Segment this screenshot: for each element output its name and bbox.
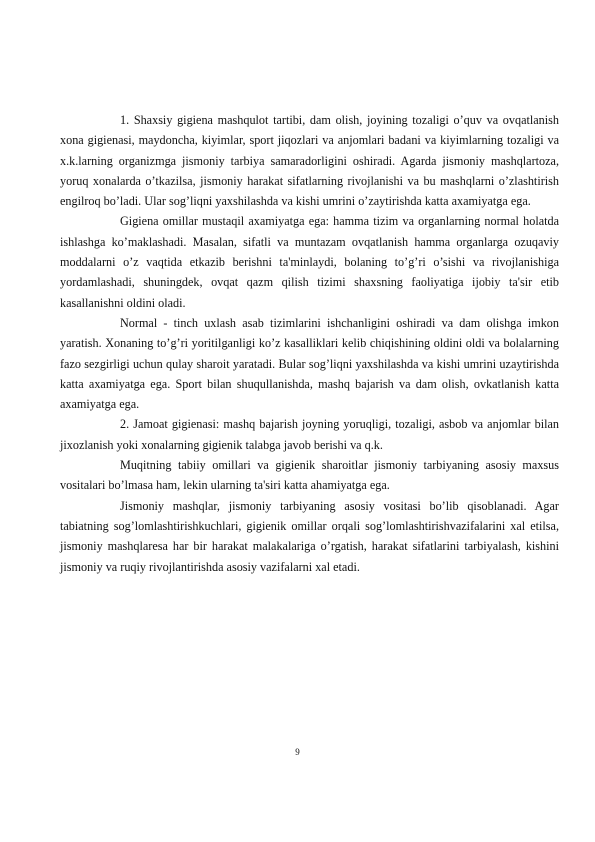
paragraph-6: Jismoniy mashqlar, jismoniy tarbiyaning asosiy vositasi bo’lib qisoblanadi. Agar tabiatning sog’lomlashtirishkuchlari, gigienik omillar orqali sog’lomlashtirishvazifalarini xal etilsa, jismoniy mashqlaresa har bir harakat malakalariga o’rgatish, harakat sifatlarini tarbiyalash, kishini jismoniy va ruqiy rivojlantirishda asosiy vazifalarni xal etadi. (60, 498, 559, 574)
paragraph-1: 1. Shaxsiy gigiena mashqulot tartibi, dam olish, joyining tozaligi o’quv va ovqatlanish xona gigienasi, maydoncha, kiyimlar, sport jiqozlari va anjomlari badani va kiyimlarning tozaligi va x.k.larning organizmga jismoniy tarbiya samaradorligini oshiradi. Agarda jismoniy mashqlartoza, yoruq xonalarda o’tkazilsa, jismoniy harakat sifatlarning rivojlanishi va bu mashqlarni o’zlashtirish engilroq bo’ladi. Ular sog’liqni yaxshilashda va kishi umrini o’zaytirishda katta axamiyatga ega. (60, 113, 559, 209)
paragraph-4: 2. Jamoat gigienasi: mashq bajarish joyning yoruqligi, tozaligi, asbob va anjomlar bilan jixozlanish yoki xonalarning gigienik talabga javob berishi va q.k. (60, 417, 559, 452)
paragraph-5: Muqitning tabiiy omillari va gigienik sharoitlar jismoniy tarbiyaning asosiy maxsus vositalari bo’lmasa ham, lekin ularning ta'siri katta ahamiyatga ega. (60, 458, 559, 493)
paragraph-2: Gigiena omillar mustaqil axamiyatga ega: hamma tizim va organlarning normal holatda ishlashga ko’maklashadi. Masalan, sifatli va muntazam ovqatlanish hamma organlarga ozuqaviy moddalarni o’z vaqtida etkazib berishni ta'minlaydi, bolaning to’g’ri o’sishi va rivojlanishiga yordamlashadi, shuningdek, ovqat qazm qilish tizimi shaxsning faoliyatiga ijobiy ta'sir etib kasallanishni oldini oladi. (60, 214, 559, 310)
document-body (60, 110, 559, 577)
paragraph-3: Normal - tinch uxlash asab tizimlarini ishchanligini oshiradi va dam olishga imkon yaratish. Xonaning to’g’ri yoritilganligi ko’z kasalliklari kelib chiqishining oldini oldi va bolalarning fazo sezgirligi uchun qulay sharoit yaratadi. Bular sog’liqni yaxshilashda va kishi umrini uzaytirishda katta axamiyatga ega. Sport bilan shuqullanishda, mashq bajarish va dam olish, ovkatlanish katta axamiyatga ega. (60, 315, 559, 412)
page-number: 9 (295, 747, 300, 757)
